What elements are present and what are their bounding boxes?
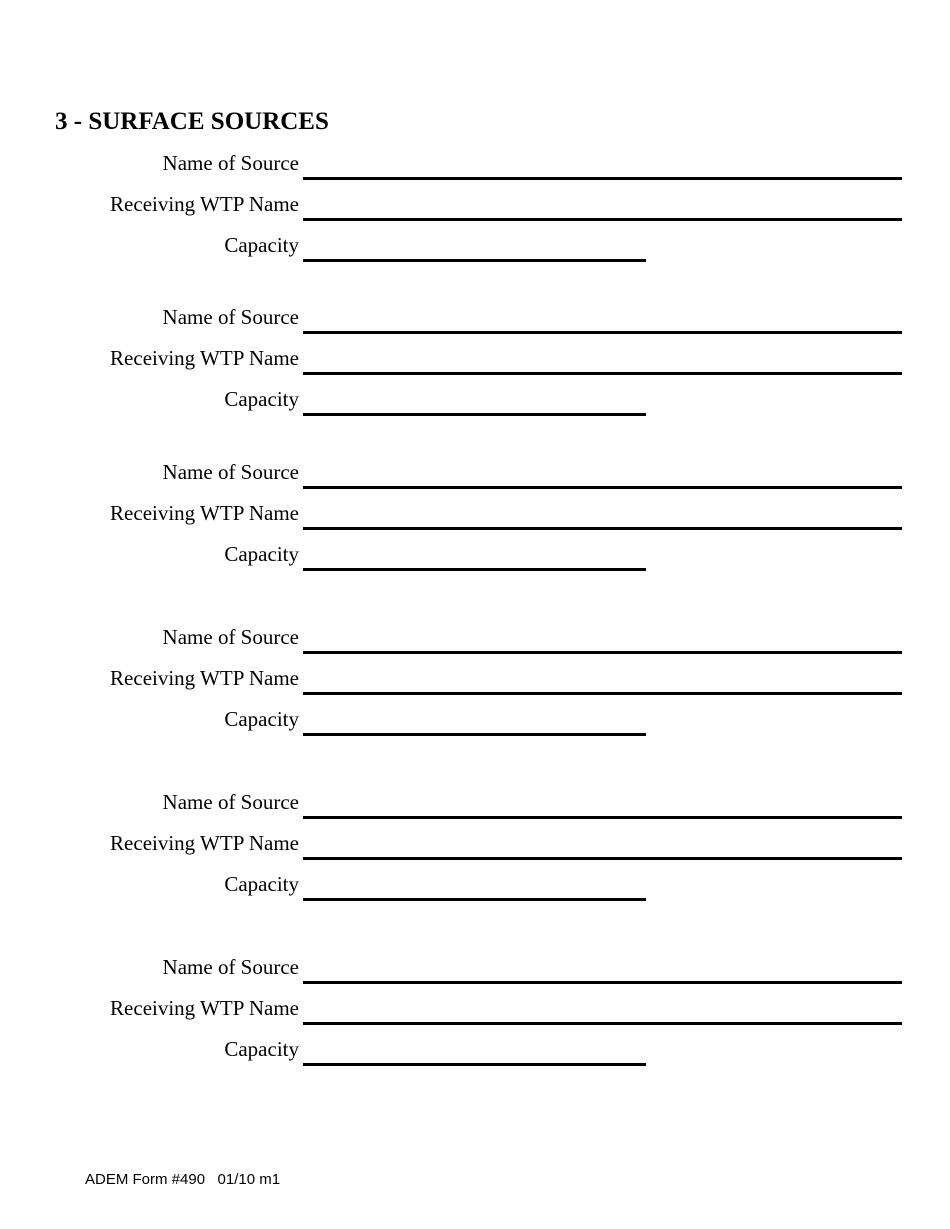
form-footer: ADEM Form #490 01/10 m1 <box>85 1171 281 1188</box>
capacity-row <box>0 1025 950 1066</box>
name-of-source-row <box>0 943 950 984</box>
receiving-wtp-name-row <box>0 180 950 221</box>
name-of-source-row <box>0 778 950 819</box>
receiving-wtp-name-row <box>0 489 950 530</box>
receiving-wtp-name-row <box>0 819 950 860</box>
capacity-row <box>0 860 950 901</box>
capacity-label: Capacity <box>224 387 299 411</box>
name-of-source-row <box>0 448 950 489</box>
surface-source-group <box>0 293 950 416</box>
capacity-label: Capacity <box>224 1037 299 1061</box>
capacity-row <box>0 695 950 736</box>
capacity-field[interactable] <box>303 1063 646 1066</box>
receiving-wtp-name-label: Receiving WTP Name <box>110 192 299 216</box>
name-of-source-label: Name of Source <box>162 305 299 329</box>
surface-source-group <box>0 943 950 1066</box>
surface-source-group <box>0 139 950 262</box>
name-of-source-label: Name of Source <box>162 625 299 649</box>
capacity-field[interactable] <box>303 568 646 571</box>
receiving-wtp-name-label: Receiving WTP Name <box>110 666 299 690</box>
capacity-label: Capacity <box>224 233 299 257</box>
receiving-wtp-name-row <box>0 334 950 375</box>
section-title: 3 - SURFACE SOURCES <box>55 108 329 135</box>
receiving-wtp-name-label: Receiving WTP Name <box>110 996 299 1020</box>
receiving-wtp-name-label: Receiving WTP Name <box>110 831 299 855</box>
name-of-source-row <box>0 293 950 334</box>
capacity-field[interactable] <box>303 259 646 262</box>
name-of-source-label: Name of Source <box>162 790 299 814</box>
receiving-wtp-name-label: Receiving WTP Name <box>110 501 299 525</box>
capacity-label: Capacity <box>224 542 299 566</box>
name-of-source-row <box>0 139 950 180</box>
surface-source-group <box>0 613 950 736</box>
receiving-wtp-name-label: Receiving WTP Name <box>110 346 299 370</box>
capacity-field[interactable] <box>303 898 646 901</box>
capacity-field[interactable] <box>303 733 646 736</box>
surface-source-group <box>0 778 950 901</box>
receiving-wtp-name-row <box>0 654 950 695</box>
name-of-source-label: Name of Source <box>162 955 299 979</box>
name-of-source-row <box>0 613 950 654</box>
capacity-row <box>0 221 950 262</box>
capacity-row <box>0 530 950 571</box>
capacity-row <box>0 375 950 416</box>
name-of-source-label: Name of Source <box>162 460 299 484</box>
receiving-wtp-name-row <box>0 984 950 1025</box>
capacity-label: Capacity <box>224 707 299 731</box>
capacity-field[interactable] <box>303 413 646 416</box>
surface-source-group <box>0 448 950 571</box>
capacity-label: Capacity <box>224 872 299 896</box>
name-of-source-label: Name of Source <box>162 151 299 175</box>
